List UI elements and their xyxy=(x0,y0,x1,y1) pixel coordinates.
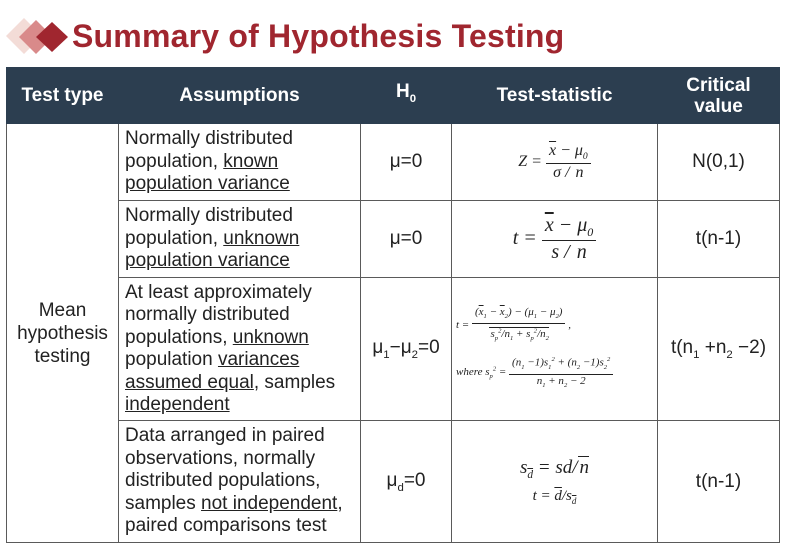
header-h0: $H_0$ xyxy=(361,68,452,124)
assumption-cell: At least approximately normally distributed populations, unknown population variances assumed equal, samples independent xyxy=(119,278,361,421)
h0-cell: $\mu_1-\mu_2=0$ xyxy=(361,278,452,421)
critical-value-cell: t(n-1) xyxy=(658,201,780,278)
h0-cell: $\mu_d=0$ xyxy=(361,421,452,543)
z-statistic-formula: Z = $\frac{\overline{x} - \mu_0}{\sigma / n}$ xyxy=(452,124,658,201)
header-row xyxy=(7,68,780,124)
h0-cell: μ=0 xyxy=(361,124,452,201)
header-assumptions: Assumptions xyxy=(119,68,361,124)
assumption-cell: Data arranged in paired observations, normally distributed populations, samples not independent, paired comparisons test xyxy=(119,421,361,543)
table-row xyxy=(7,124,780,201)
t-statistic-formula: t = $\frac{\overline{x} - \mu_0}{s / n}$ xyxy=(452,201,658,278)
critical-value-cell: N(0,1) xyxy=(658,124,780,201)
pooled-t-statistic-formula: t = $\frac{(\overline{x}_1 - \overline{x}_2) - (\mu_1 - \mu_2)}{s_p^2/n_1 + s_p^2/n_2}$ , where $s_p^2$ = $\frac{(n_1 -1)s_1^2 + (n_2 -1)s_2^2}{n_1 + n_2 - 2}$ xyxy=(452,278,658,421)
page-title: Summary of Hypothesis Testing xyxy=(72,18,565,54)
header-critical-value: Critical value xyxy=(658,68,780,124)
hypothesis-table xyxy=(6,67,780,543)
assumption-cell: Normally distributed population, known population variance xyxy=(119,124,361,201)
header-test-type: Test type xyxy=(7,68,119,124)
h0-cell: μ=0 xyxy=(361,201,452,278)
test-type-cell: Mean hypothesis testing xyxy=(7,124,119,543)
table-row xyxy=(7,201,780,278)
table-row xyxy=(7,278,780,421)
assumption-cell: Normally distributed population, unknown population variance xyxy=(119,201,361,278)
header-test-statistic: Test-statistic xyxy=(452,68,658,124)
critical-value-cell: $t(n_1 +n_2 -2)$ xyxy=(658,278,780,421)
table-row xyxy=(7,421,780,543)
critical-value-cell: t(n-1) xyxy=(658,421,780,543)
paired-t-statistic-formula: $s_{\overline{d}} = sd/$ n $t = \overline{d}/s_{\overline{d}}$ xyxy=(452,421,658,543)
logo-diamonds-icon xyxy=(6,16,70,62)
